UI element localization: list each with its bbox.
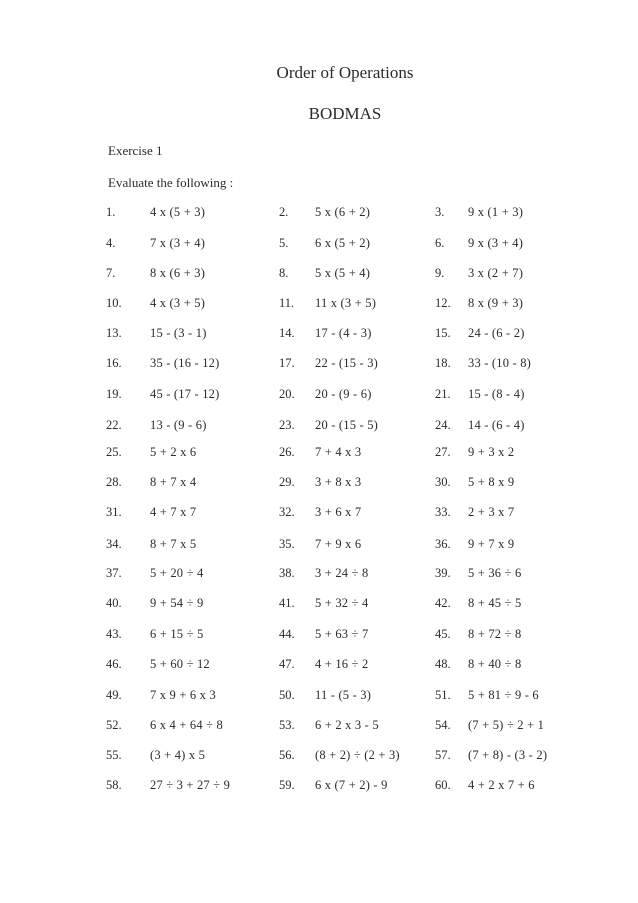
problem-number: 21.: [435, 387, 451, 401]
problem-number: 20.: [279, 387, 295, 401]
problem-number: 7.: [106, 266, 116, 280]
problem-number: 43.: [106, 627, 122, 641]
problem-expression: (8 + 2) ÷ (2 + 3): [315, 748, 400, 762]
problem-expression: 11 x (3 + 5): [315, 296, 377, 310]
problem-number: 18.: [435, 356, 451, 370]
problem-number: 31.: [106, 505, 122, 519]
problem-number: 40.: [106, 596, 122, 610]
problem-number: 1.: [106, 205, 116, 219]
problem-number: 36.: [435, 537, 451, 551]
problem-number: 45.: [435, 627, 451, 641]
problem-expression: 6 + 2 x 3 - 5: [315, 718, 379, 732]
problem-expression: 5 + 20 ÷ 4: [150, 566, 204, 580]
problem-expression: 17 - (4 - 3): [315, 326, 372, 340]
problem-number: 38.: [279, 566, 295, 580]
problem-number: 19.: [106, 387, 122, 401]
problem-expression: 24 - (6 - 2): [468, 326, 525, 340]
problem-expression: 9 + 7 x 9: [468, 537, 515, 551]
problem-expression: 33 - (10 - 8): [468, 356, 532, 370]
problem-expression: 5 + 63 ÷ 7: [315, 627, 369, 641]
problem-number: 54.: [435, 718, 451, 732]
problem-expression: 27 ÷ 3 + 27 ÷ 9: [150, 778, 231, 792]
problem-number: 6.: [435, 236, 445, 250]
instruction-text: Evaluate the following :: [108, 175, 234, 190]
problem-number: 28.: [106, 475, 122, 489]
problem-number: 25.: [106, 445, 122, 459]
problem-number: 53.: [279, 718, 295, 732]
problem-expression: 7 + 4 x 3: [315, 445, 362, 459]
problem-number: 17.: [279, 356, 295, 370]
problem-number: 11.: [279, 296, 295, 310]
problem-number: 10.: [106, 296, 122, 310]
problem-number: 23.: [279, 418, 295, 432]
problem-number: 12.: [435, 296, 451, 310]
problem-number: 22.: [106, 418, 122, 432]
problem-expression: 11 - (5 - 3): [315, 688, 372, 702]
problem-number: 2.: [279, 205, 289, 219]
problem-expression: 9 + 54 ÷ 9: [150, 596, 204, 610]
problem-expression: 5 x (6 + 2): [315, 205, 371, 219]
problem-expression: 7 x 9 + 6 x 3: [150, 688, 216, 702]
problem-expression: 8 x (9 + 3): [468, 296, 524, 310]
problem-expression: 8 + 72 ÷ 8: [468, 627, 522, 641]
problem-expression: 5 + 32 ÷ 4: [315, 596, 369, 610]
page-title: Order of Operations: [276, 63, 414, 82]
problem-expression: 3 + 6 x 7: [315, 505, 362, 519]
problem-number: 30.: [435, 475, 451, 489]
problem-expression: 5 + 81 ÷ 9 - 6: [468, 688, 539, 702]
problem-expression: 4 x (3 + 5): [150, 296, 206, 310]
problem-expression: 20 - (9 - 6): [315, 387, 372, 401]
problem-number: 27.: [435, 445, 451, 459]
problem-expression: 6 x (5 + 2): [315, 236, 371, 250]
problem-expression: 14 - (6 - 4): [468, 418, 525, 432]
problem-number: 44.: [279, 627, 295, 641]
problem-number: 9.: [435, 266, 445, 280]
problem-expression: 4 x (5 + 3): [150, 205, 206, 219]
problem-number: 16.: [106, 356, 122, 370]
problem-expression: 5 x (5 + 4): [315, 266, 371, 280]
problem-number: 37.: [106, 566, 122, 580]
problem-number: 56.: [279, 748, 295, 762]
problem-expression: 4 + 16 ÷ 2: [315, 657, 369, 671]
page-subtitle: BODMAS: [308, 104, 382, 123]
problem-expression: 7 + 9 x 6: [315, 537, 362, 551]
problem-number: 49.: [106, 688, 122, 702]
problem-expression: 4 + 2 x 7 + 6: [468, 778, 535, 792]
problem-number: 3.: [435, 205, 445, 219]
problem-expression: 6 + 15 ÷ 5: [150, 627, 204, 641]
problem-expression: 3 + 8 x 3: [315, 475, 362, 489]
problem-number: 15.: [435, 326, 451, 340]
problem-expression: 15 - (3 - 1): [150, 326, 207, 340]
problem-expression: 9 x (1 + 3): [468, 205, 524, 219]
problem-number: 4.: [106, 236, 116, 250]
problem-expression: 8 + 45 ÷ 5: [468, 596, 522, 610]
problem-expression: 8 + 7 x 5: [150, 537, 197, 551]
problem-expression: 15 - (8 - 4): [468, 387, 525, 401]
problem-expression: 13 - (9 - 6): [150, 418, 207, 432]
problem-expression: 7 x (3 + 4): [150, 236, 206, 250]
problem-number: 35.: [279, 537, 295, 551]
problem-expression: 8 + 40 ÷ 8: [468, 657, 522, 671]
problem-number: 32.: [279, 505, 295, 519]
problem-expression: 6 x (7 + 2) - 9: [315, 778, 388, 792]
problem-expression: 5 + 2 x 6: [150, 445, 197, 459]
problem-expression: 4 + 7 x 7: [150, 505, 197, 519]
problem-number: 59.: [279, 778, 295, 792]
problem-expression: 45 - (17 - 12): [150, 387, 220, 401]
problem-expression: 20 - (15 - 5): [315, 418, 379, 432]
problem-expression: 8 x (6 + 3): [150, 266, 206, 280]
problem-number: 33.: [435, 505, 451, 519]
exercise-label: Exercise 1: [108, 143, 163, 158]
problem-expression: 3 x (2 + 7): [468, 266, 524, 280]
problem-expression: 5 + 60 ÷ 12: [150, 657, 210, 671]
problem-number: 41.: [279, 596, 295, 610]
problem-expression: 9 x (3 + 4): [468, 236, 524, 250]
problem-expression: 6 x 4 + 64 ÷ 8: [150, 718, 223, 732]
problem-expression: (3 + 4) x 5: [150, 748, 206, 762]
problem-number: 29.: [279, 475, 295, 489]
problem-number: 46.: [106, 657, 122, 671]
problem-number: 52.: [106, 718, 122, 732]
problem-number: 48.: [435, 657, 451, 671]
problem-expression: 8 + 7 x 4: [150, 475, 197, 489]
problem-expression: 22 - (15 - 3): [315, 356, 379, 370]
problem-expression: (7 + 8) - (3 - 2): [468, 748, 548, 762]
problem-expression: 5 + 36 ÷ 6: [468, 566, 522, 580]
problem-number: 34.: [106, 537, 122, 551]
problem-expression: (7 + 5) ÷ 2 + 1: [468, 718, 545, 732]
problem-expression: 35 - (16 - 12): [150, 356, 220, 370]
problem-number: 26.: [279, 445, 295, 459]
problem-number: 47.: [279, 657, 295, 671]
problem-number: 5.: [279, 236, 289, 250]
problem-number: 14.: [279, 326, 295, 340]
problem-number: 24.: [435, 418, 451, 432]
problem-number: 57.: [435, 748, 451, 762]
problem-expression: 5 + 8 x 9: [468, 475, 515, 489]
problem-number: 58.: [106, 778, 122, 792]
problem-number: 60.: [435, 778, 451, 792]
problem-number: 50.: [279, 688, 295, 702]
problem-number: 55.: [106, 748, 122, 762]
problem-expression: 9 + 3 x 2: [468, 445, 515, 459]
problem-expression: 3 + 24 ÷ 8: [315, 566, 369, 580]
problem-expression: 2 + 3 x 7: [468, 505, 515, 519]
problem-number: 42.: [435, 596, 451, 610]
problem-number: 13.: [106, 326, 122, 340]
problem-number: 8.: [279, 266, 289, 280]
problem-number: 51.: [435, 688, 451, 702]
problem-number: 39.: [435, 566, 451, 580]
